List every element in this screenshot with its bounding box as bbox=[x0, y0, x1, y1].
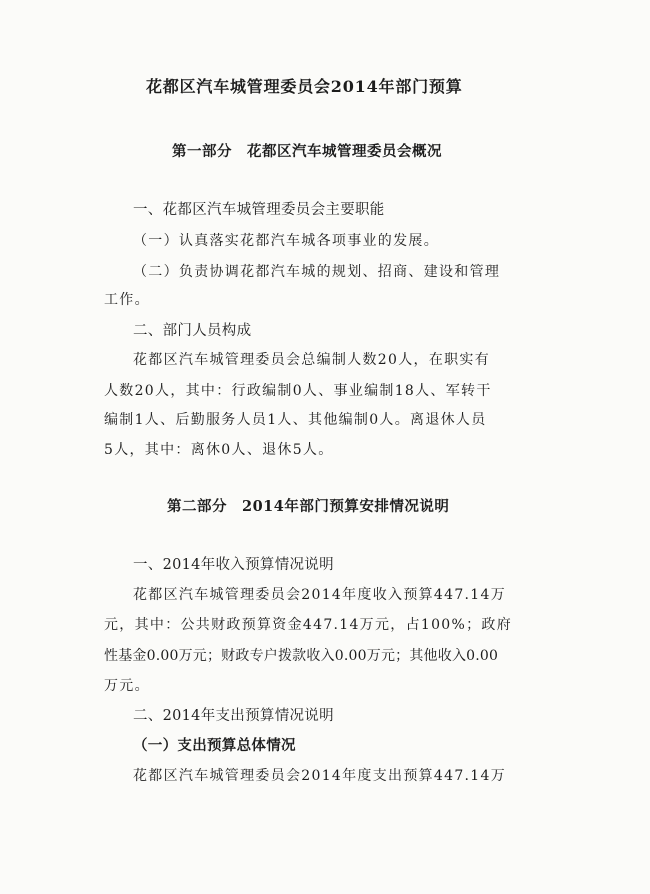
part-two-heading: 第二部分 2014年部门预算安排情况说明 bbox=[167, 498, 450, 515]
document-title: 花都区汽车城管理委员会2014年部门预算 bbox=[146, 77, 463, 96]
function-item-2-line-1: （二）负责协调花都汽车城的规划、招商、建设和管理 bbox=[133, 264, 501, 280]
expenditure-paragraph-line-1: 花都区汽车城管理委员会2014年度支出预算447.14万 bbox=[133, 768, 507, 784]
staff-paragraph-line-2: 人数20人，其中：行政编制0人、事业编制18人、军转干 bbox=[104, 383, 492, 399]
part-one-heading: 第一部分 花都区汽车城管理委员会概况 bbox=[172, 143, 442, 160]
section-income-title: 一、2014年收入预算情况说明 bbox=[133, 557, 334, 573]
section-main-functions-title: 一、花都区汽车城管理委员会主要职能 bbox=[133, 202, 385, 218]
income-paragraph-line-1: 花都区汽车城管理委员会2014年度收入预算447.14万 bbox=[133, 587, 507, 603]
income-paragraph-line-4: 万元。 bbox=[104, 678, 150, 694]
section-staff-title: 二、部门人员构成 bbox=[133, 323, 252, 339]
staff-paragraph-line-4: 5人，其中：离休0人、退休5人。 bbox=[104, 442, 334, 458]
section-expenditure-title: 二、2014年支出预算情况说明 bbox=[133, 708, 334, 724]
income-paragraph-line-2: 元，其中：公共财政预算资金447.14万元，占100%；政府 bbox=[104, 617, 513, 633]
expenditure-overview-subtitle: （一）支出预算总体情况 bbox=[133, 737, 296, 754]
staff-paragraph-line-3: 编制1人、后勤服务人员1人、其他编制0人。离退休人员 bbox=[104, 412, 487, 428]
income-paragraph-line-3: 性基金0.00万元；财政专户拨款收入0.00万元；其他收入0.00 bbox=[104, 648, 499, 664]
function-item-2-line-2: 工作。 bbox=[104, 292, 150, 308]
staff-paragraph-line-1: 花都区汽车城管理委员会总编制人数20人，在职实有 bbox=[133, 352, 491, 368]
function-item-1: （一）认真落实花都汽车城各项事业的发展。 bbox=[133, 233, 439, 249]
